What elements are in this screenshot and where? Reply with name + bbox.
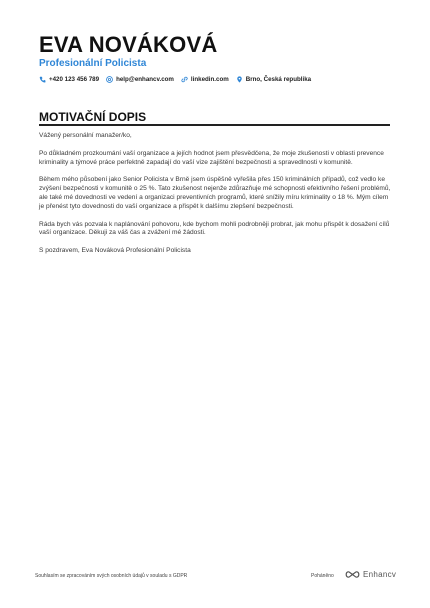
contact-location [236,76,311,83]
contact-linkedin-text: linkedin.com [190,76,229,83]
section-title: MOTIVAČNÍ DOPIS [39,110,147,124]
powered-by-label: Poháněno [311,573,334,579]
enhancv-brand[interactable] [345,570,396,579]
contact-bar [39,76,318,83]
enhancv-brand-text: Enhancv [363,570,397,579]
map-pin-icon [236,76,243,83]
gdpr-consent: Souhlasím se zpracováním svých osobních údajů v souladu s GDPR [35,573,188,579]
enhancv-logo-icon [345,570,360,579]
letter-salutation: Vážený personální manažer/ko, [39,132,132,139]
candidate-name: EVA NOVÁKOVÁ [39,32,218,57]
letter-paragraph: Po důkladném prozkoumání vaší organizace a jejích hodnot jsem přesvědčena, že moje zkušenosti v oblasti prevence kriminality a týmové práce perfektně zapadají do vaší vize zajištění bezpečnosti a spravedlnosti v komunitě. [39,149,384,166]
contact-phone-text: +420 123 456 789 [49,76,100,83]
phone-icon [39,76,46,83]
at-icon [106,76,113,83]
contact-email[interactable] [106,76,174,83]
letter-body [39,132,391,265]
contact-email-text: help@enhancv.com [116,76,174,83]
letter-paragraph: Během mého působení jako Senior Policista v Brně jsem úspěšně vyřešila přes 150 kriminálních případů, což vedlo ke zvýšení bezpečnosti v komunitě o 25 %. Tato zkušenost nejenže zdůrazňuje mé schopnosti efektivního řešení problémů, ale také mé dovednosti ve vedení a organizaci preventivních programů, které snížily míru kriminality o 18 %. Mým cílem je přenést tyto dovednosti do vaší organizace a přispět k dalšímu zlepšení bezpečnosti. [39,176,391,210]
contact-linkedin[interactable] [181,76,229,83]
contact-location-text: Brno, Česká republika [245,76,312,83]
letter-paragraph: Ráda bych vás pozvala k naplánování pohovoru, kde bychom mohli podrobněji probrat, jak mohu přispět k dosažení cílů vaší organizace. Děkuji za váš čas a zvážení mé žádosti. [39,220,390,237]
candidate-role: Profesionální Policista [39,58,147,69]
contact-phone[interactable] [39,76,99,83]
letter-closing: S pozdravem, Eva Nováková Profesionální Policista [39,247,191,255]
section-divider [39,124,390,126]
link-icon [181,76,188,83]
